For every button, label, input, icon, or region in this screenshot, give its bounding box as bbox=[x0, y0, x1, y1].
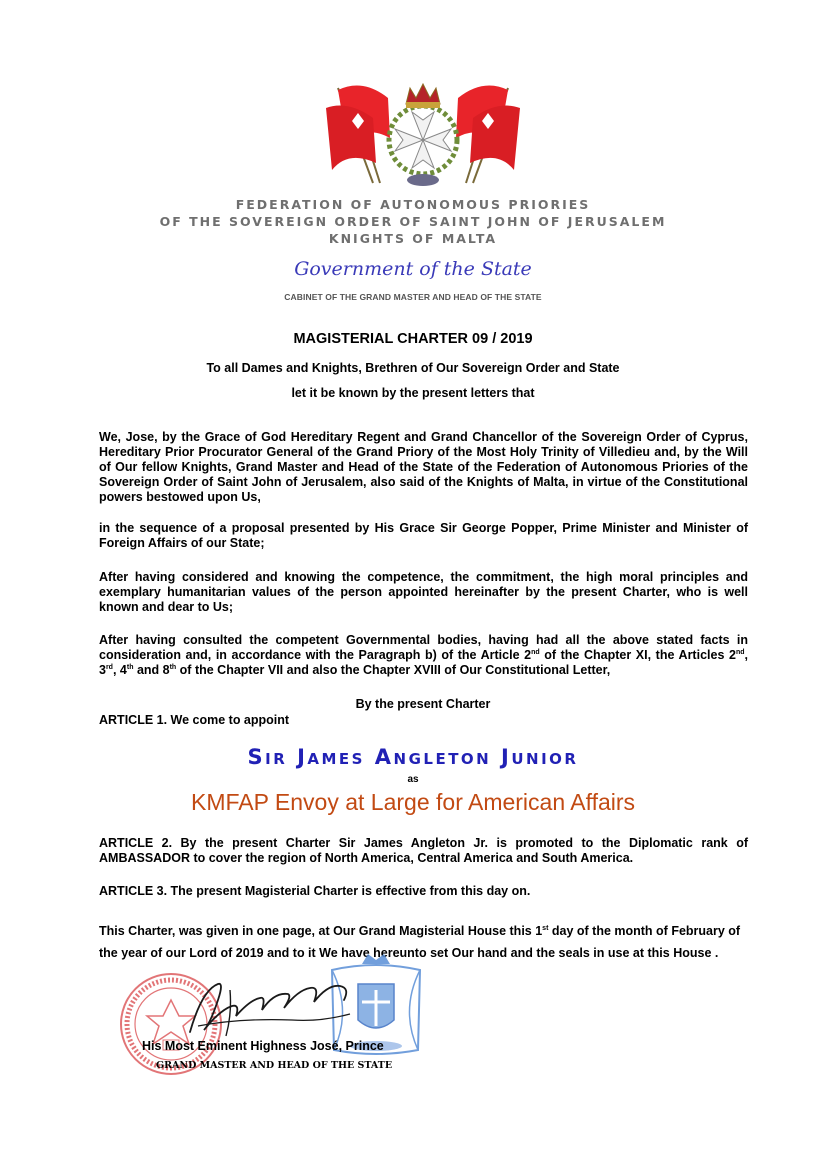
appointed-role: KMFAP Envoy at Large for American Affairs bbox=[190, 789, 636, 815]
appointee-name: Sir James Angleton Junior bbox=[247, 745, 579, 769]
by-present-charter: By the present Charter bbox=[355, 697, 491, 711]
article-1: ARTICLE 1. We come to appoint bbox=[99, 713, 290, 727]
article-3: ARTICLE 3. The present Magisterial Charter is effective from this day on. bbox=[99, 884, 531, 898]
government-of-the-state: Government of the State bbox=[294, 258, 532, 280]
header-line-3: KNIGHTS OF MALTA bbox=[328, 231, 498, 246]
paragraph-considered: After having considered and knowing the competence, the commitment, the high moral principles and exemplary humanitarian values of the person appointed hereinafter by the present Charter, who is well known and dear to Us; bbox=[99, 570, 748, 614]
closing-paragraph: This Charter, was given in one page, at Our Grand Magisterial House this 1st day of the month of February of the year of our Lord of 2019 and to it We have hereunto set Our hand and the seals in use at this House . bbox=[99, 924, 741, 960]
as-word: as bbox=[407, 774, 419, 785]
header-line-2: OF THE SOVEREIGN ORDER OF SAINT JOHN OF JERUSALEM bbox=[159, 214, 667, 229]
known-line: let it be known by the present letters that bbox=[291, 386, 535, 400]
paragraph-preamble: We, Jose, by the Grace of God Hereditary Regent and Grand Chancellor of the Sovereign Order of Cyprus, Hereditary Prior Procurator General of the Grand Priory of the Most Holy Trinity of Villedieu and, by the Will of Our fellow Knights, Grand Master and Head of the State of the Federation of Autonomous Priories of the Sovereign Order of Saint John of Jerusalem, also said of the Knights of Malta, in virtue of the Constitutional powers bestowed upon Us, bbox=[99, 430, 748, 504]
signer-title: GRAND MASTER AND HEAD OF THE STATE bbox=[156, 1060, 393, 1071]
paragraph-proposal: in the sequence of a proposal presented by His Grace Sir George Popper, Prime Minister and Minister of Foreign Affairs of our State; bbox=[99, 521, 748, 550]
handwritten-signature bbox=[180, 970, 360, 1045]
coat-of-arms-emblem bbox=[318, 78, 528, 190]
header-line-1: FEDERATION OF AUTONOMOUS PRIORIES bbox=[235, 197, 591, 212]
article-2: ARTICLE 2. By the present Charter Sir James Angleton Jr. is promoted to the Diplomatic rank of AMBASSADOR to cover the region of North America, Central America and South America. bbox=[99, 836, 748, 865]
cabinet-subtitle: CABINET OF THE GRAND MASTER AND HEAD OF THE STATE bbox=[284, 292, 542, 302]
charter-title: MAGISTERIAL CHARTER 09 / 2019 bbox=[293, 331, 533, 347]
signer-name: His Most Eminent Highness José, Prince bbox=[142, 1039, 384, 1053]
paragraph-consulted: After having consulted the competent Governmental bodies, having had all the above stated facts in consideration and, in accordance with the Paragraph b) of the Article 2nd of the Chapter XI, the Articles 2nd, 3rd, 4th and 8th of the Chapter VII and also the Chapter XVIII of Our Constitutional Letter, bbox=[99, 633, 748, 677]
address-line: To all Dames and Knights, Brethren of Our Sovereign Order and State bbox=[206, 361, 620, 375]
